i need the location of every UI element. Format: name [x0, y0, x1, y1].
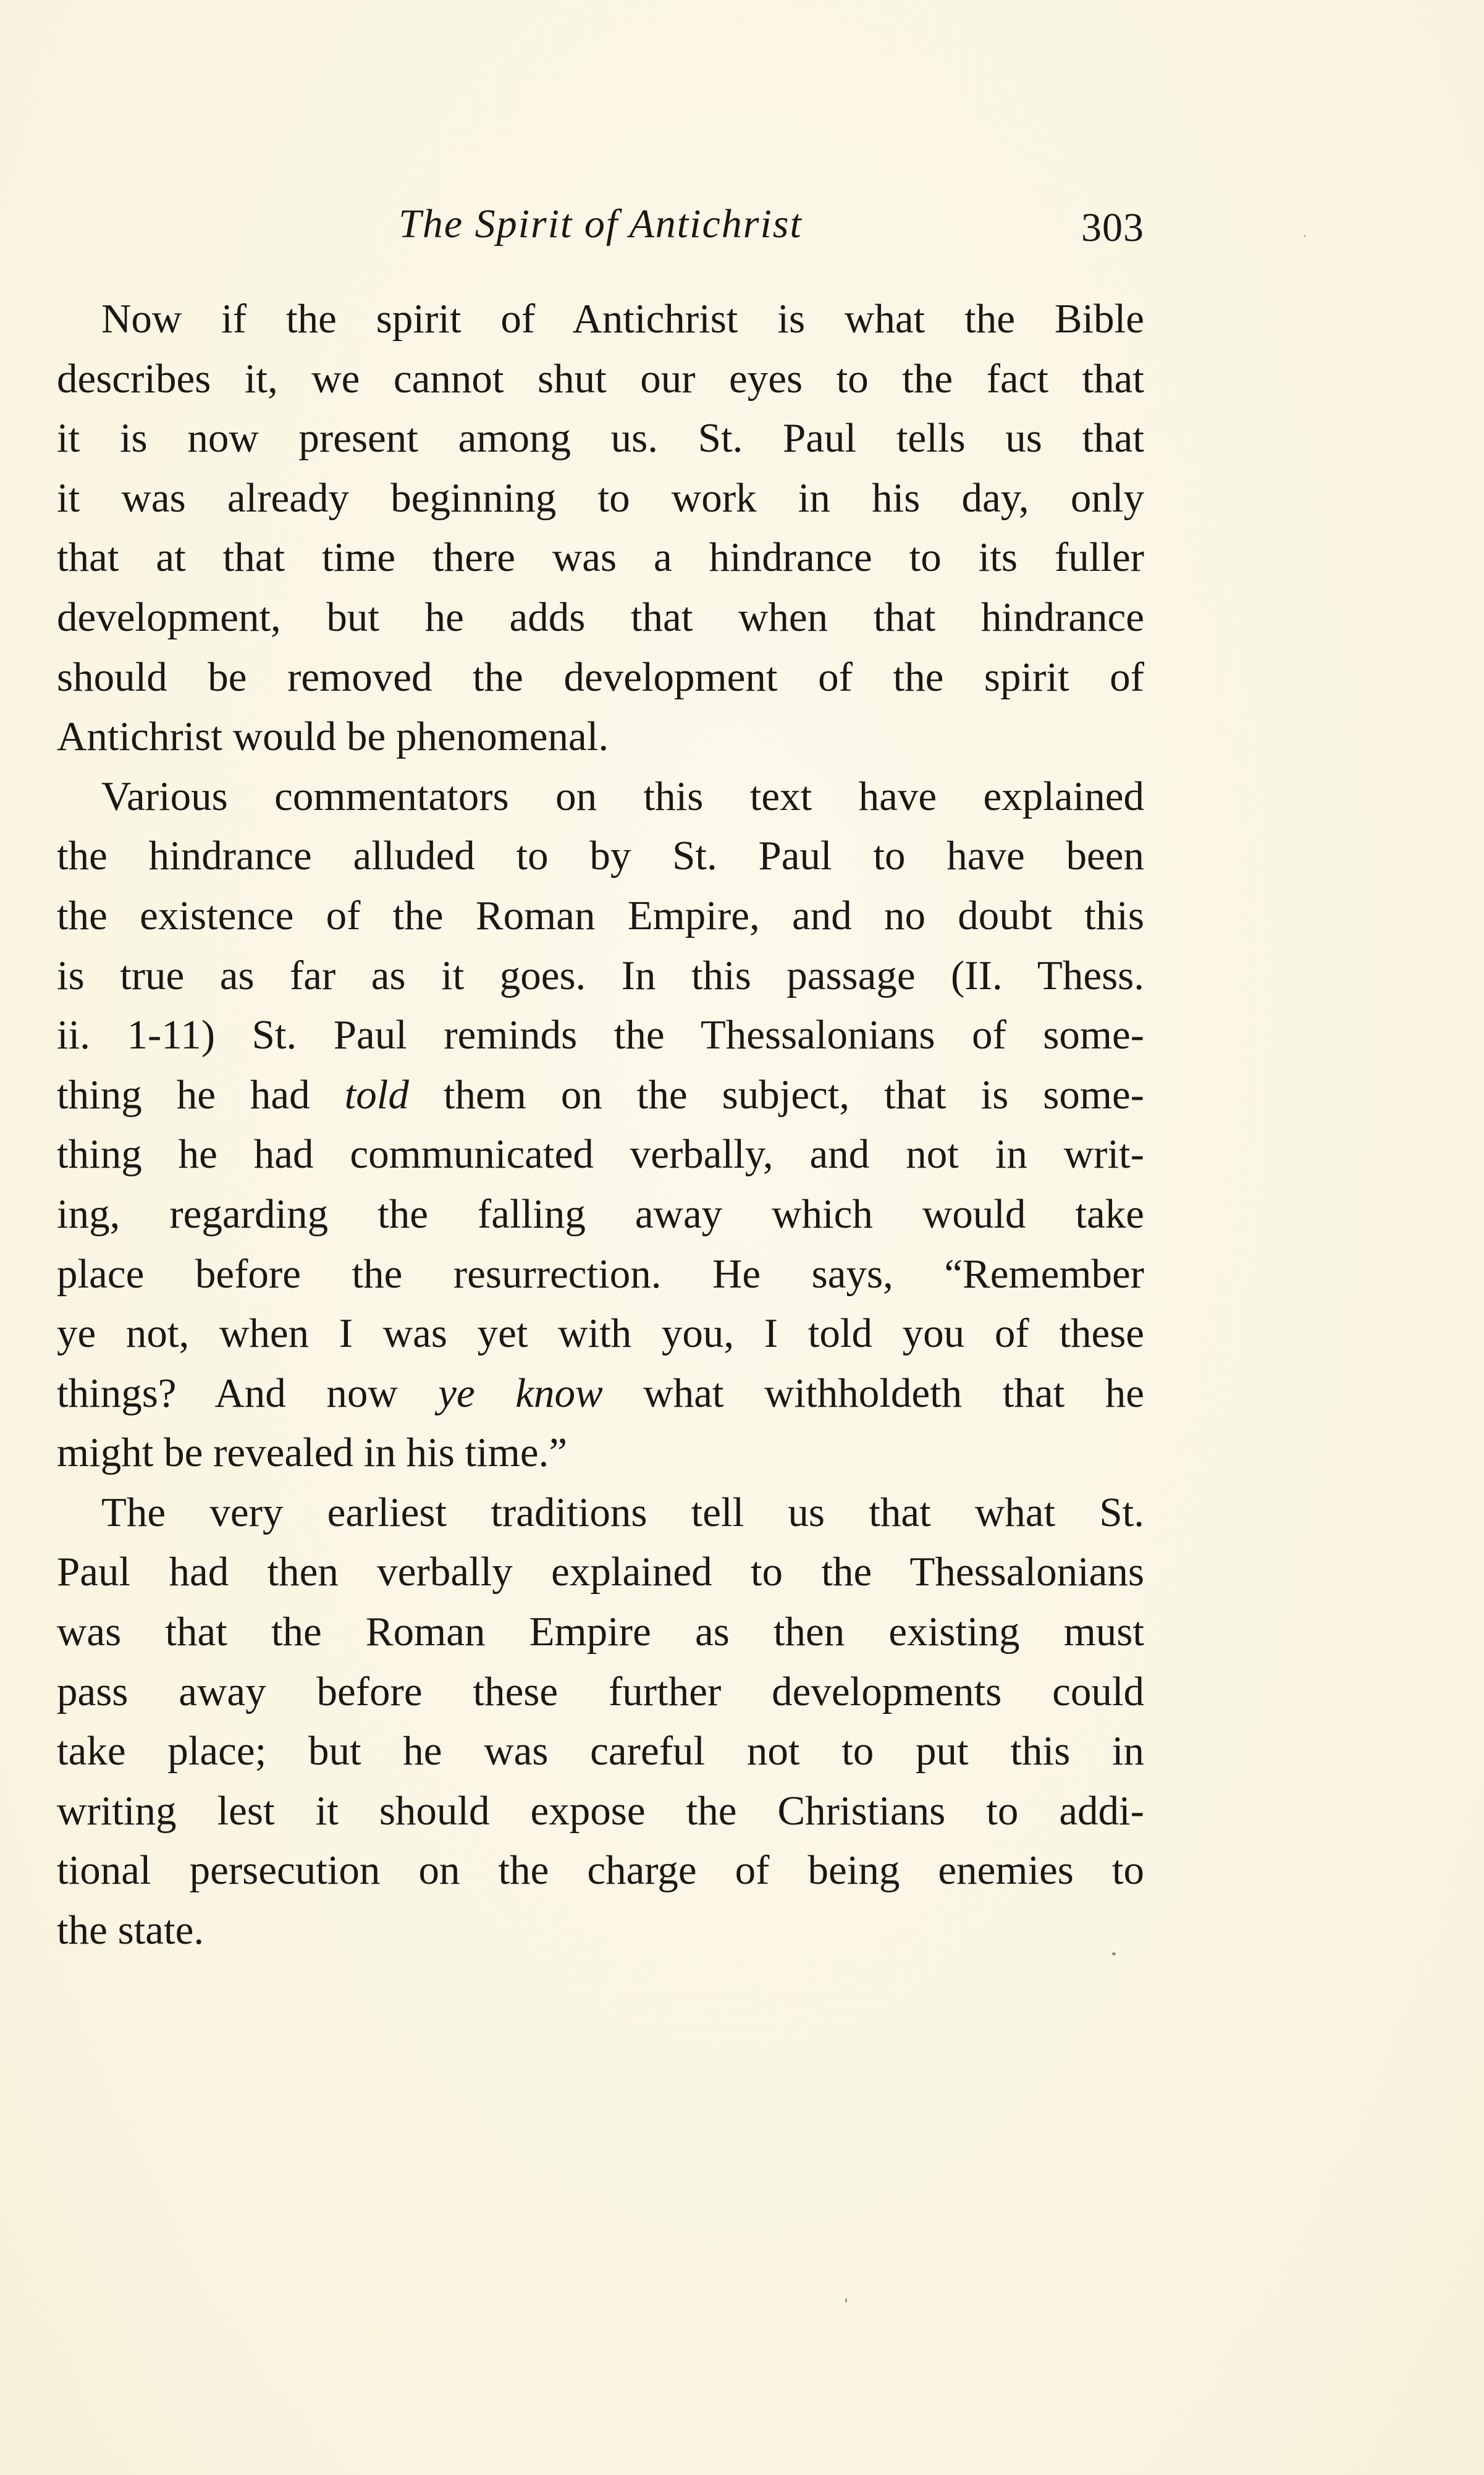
text-line	[57, 1364, 1144, 1423]
paragraph	[57, 767, 1144, 1483]
text-line: Now if the spirit of Antichrist is what the Bible	[101, 296, 1144, 342]
text-line: that at that time there was a hindrance to its fuller	[57, 534, 1144, 581]
text-line: tional persecution on the charge of being enemies to	[57, 1847, 1144, 1894]
text-run: what withholdeth that he	[602, 1370, 1144, 1416]
text-line: ing, regarding the falling away which would take	[57, 1191, 1144, 1237]
paper-speck	[1304, 235, 1306, 237]
text-run: things? And now	[57, 1370, 439, 1416]
text-line: pass away before these further developments could	[57, 1668, 1144, 1714]
text-line: was that the Roman Empire as then existing must	[57, 1609, 1144, 1655]
text-line: the state.	[57, 1907, 204, 1954]
text-line: Various commentators on this text have explained	[101, 773, 1144, 819]
text-line: ye not, when I was yet with you, I told you of these	[57, 1310, 1144, 1357]
running-head	[57, 196, 1144, 252]
paragraph	[57, 1483, 1144, 1960]
text-line: describes it, we cannot shut our eyes to the fact that	[57, 355, 1144, 402]
paper-speck	[845, 2298, 847, 2303]
text-line: might be revealed in his time.”	[57, 1430, 568, 1476]
text-line: ii. 1-11) St. Paul reminds the Thessalonians of some-	[57, 1012, 1144, 1058]
text-line: development, but he adds that when that hindrance	[57, 594, 1144, 640]
page-number: 303	[1081, 205, 1144, 250]
text-line	[57, 1065, 1144, 1125]
text-line: it is now present among us. St. Paul tells us that	[57, 415, 1144, 462]
text-line: the hindrance alluded to by St. Paul to have been	[57, 833, 1144, 879]
italic-text: ye know	[438, 1370, 603, 1416]
body-text	[57, 289, 1144, 1960]
running-title: The Spirit of Antichrist	[398, 201, 803, 247]
text-line: thing he had communicated verbally, and not in writ-	[57, 1131, 1144, 1178]
text-line: Paul had then verbally explained to the Thessalonians	[57, 1549, 1144, 1595]
text-line: is true as far as it goes. In this passage (II. Thess.	[57, 952, 1144, 998]
text-line: should be removed the development of the spirit of	[57, 654, 1144, 700]
paper-speck	[1112, 1952, 1116, 1955]
text-line: the existence of the Roman Empire, and no doubt this	[57, 892, 1144, 938]
text-line: take place; but he was careful not to put this in	[57, 1728, 1144, 1774]
text-line: The very earliest traditions tell us that what St.	[101, 1489, 1144, 1535]
text-line: place before the resurrection. He says, “Remember	[57, 1250, 1144, 1297]
italic-text: told	[344, 1071, 409, 1118]
text-line: writing lest it should expose the Christians to addi-	[57, 1787, 1144, 1834]
paragraph	[57, 289, 1144, 767]
text-run: them on the subject, that is some-	[408, 1071, 1144, 1118]
text-line: it was already beginning to work in his day, only	[57, 474, 1144, 521]
text-line: Antichrist would be phenomenal.	[57, 714, 609, 760]
text-run: thing he had	[57, 1071, 345, 1118]
